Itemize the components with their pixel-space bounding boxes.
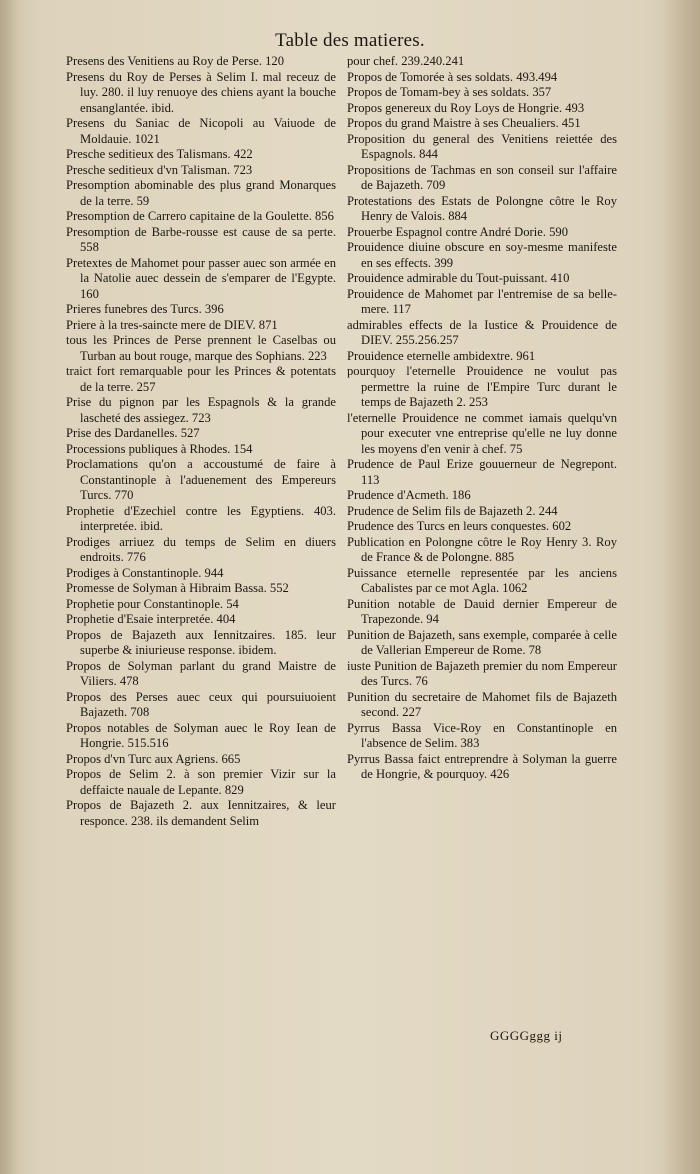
index-entry: Puissance eternelle representée par les anciens Cabalistes par ce mot Agla. 1062	[347, 565, 617, 595]
index-entry: Punition de Bajazeth, sans exemple, comparée à celle de Vallerian Empereur de Rome. 78	[347, 627, 617, 657]
index-entry: Prieres funebres des Turcs. 396	[66, 302, 224, 316]
index-entry: Proposition du general des Venitiens reiettée des Espagnols. 844	[347, 131, 617, 161]
index-entry: Pyrrus Bassa Vice-Roy en Constantinople en l'absence de Selim. 383	[347, 720, 617, 750]
index-entry: Prodiges arriuez du temps de Selim en diuers endroits. 776	[66, 534, 336, 564]
index-entry: Propos de Selim 2. à son premier Vizir sur la deffaicte nauale de Lepante. 829	[66, 767, 336, 797]
index-entry: Propos de Tomam-bey à ses soldats. 357	[347, 85, 552, 99]
index-entry: Prudence d'Acmeth. 186	[347, 488, 471, 502]
index-entry: Processions publiques à Rhodes. 154	[66, 441, 253, 456]
index-entry: Prouidence de Mahomet par l'entremise de sa belle-mere. 117	[347, 286, 617, 316]
index-entry: Promesse de Solyman à Hibraim Bassa. 552	[66, 581, 289, 595]
index-entry: Presens des Venitiens au Roy de Perse. 120	[66, 54, 285, 68]
index-entry: Presens du Roy de Perses à Selim I. mal receuz de luy. 280. il luy renuoye des chiens ayant la bouche ensanglantée. ibid.	[66, 69, 336, 115]
index-entry: Punition notable de Dauid dernier Empereur de Trapezonde. 94	[347, 596, 617, 626]
page-gutter-shadow	[0, 0, 20, 1174]
index-entry: Propos notables de Solyman auec le Roy Iean de Hongrie. 515.516	[66, 720, 336, 750]
index-entry: Prouerbe Espagnol contre André Dorie. 590	[347, 224, 569, 239]
index-column-left	[66, 54, 336, 829]
index-entry: Prouidence admirable du Tout-puissant. 410	[347, 271, 570, 285]
index-entry: Prudence de Paul Erize gouuerneur de Negrepont. 113	[347, 457, 617, 487]
index-entry: Presche seditieux d'vn Talisman. 723	[66, 162, 253, 177]
index-entry: Publication en Polongne côtre le Roy Henry 3. Roy de France & de Polongne. 885	[347, 534, 617, 564]
index-entry: admirables effects de la Iustice & Prouidence de DIEV. 255.256.257	[347, 317, 617, 347]
index-entry: Prouidence eternelle ambidextre. 961	[347, 348, 536, 363]
index-entry: Prise du pignon par les Espagnols & la grande lascheté des assiegez. 723	[66, 395, 336, 425]
index-entry: Propos d'vn Turc aux Agriens. 665	[66, 751, 241, 766]
page-title: Table des matieres.	[275, 30, 425, 51]
index-entry: Propos de Solyman parlant du grand Maistre de Viliers. 478	[66, 658, 336, 688]
index-entry: Propos de Bajazeth aux Iennitzaires. 185. leur superbe & iniurieuse response. ibidem.	[66, 627, 336, 657]
index-entry: Prise des Dardanelles. 527	[66, 426, 200, 440]
index-entry: pourquoy l'eternelle Prouidence ne voulut pas permettre la ruine de l'Empire Turc durant le temps de Bajazeth 2. 253	[347, 364, 617, 409]
index-entry: Propos des Perses auec ceux qui poursuiuoient Bajazeth. 708	[66, 689, 336, 719]
page-edge-shadow	[662, 0, 700, 1174]
index-entry: Presomption de Barbe-rousse est cause de sa perte. 558	[66, 224, 336, 254]
index-entry: Prophetie d'Ezechiel contre les Egyptiens. 403. interpretée. ibid.	[66, 503, 336, 533]
index-entry: Propositions de Tachmas en son conseil sur l'affaire de Bajazeth. 709	[347, 162, 617, 192]
index-entry: Propos du grand Maistre à ses Cheualiers. 451	[347, 116, 581, 130]
index-entry: Proclamations qu'on a accoustumé de faire à Constantinople à l'aduenement des Empereurs Turcs. 770	[66, 457, 336, 502]
index-entry: Pretextes de Mahomet pour passer auec son armée en la Natolie auec dessein de s'emparer de l'Egypte. 160	[66, 255, 336, 301]
index-entry: Pyrrus Bassa faict entreprendre à Solyman la guerre de Hongrie, & pourquoy. 426	[347, 751, 617, 781]
index-entry: iuste Punition de Bajazeth premier du nom Empereur des Turcs. 76	[347, 658, 617, 688]
index-entry: Prophetie d'Esaie interpretée. 404	[66, 612, 236, 626]
index-entry: Prodiges à Constantinople. 944	[66, 565, 224, 580]
index-entry: Prouidence diuine obscure en soy-mesme manifeste en ses effects. 399	[347, 240, 617, 270]
index-entry: traict fort remarquable pour les Princes & potentats de la terre. 257	[66, 364, 336, 394]
index-entry: Propos genereux du Roy Loys de Hongrie. 493	[347, 100, 585, 115]
index-entry: Priere à la tres-saincte mere de DIEV. 871	[66, 317, 278, 332]
index-entry: Propos de Tomorée à ses soldats. 493.494	[347, 69, 558, 84]
index-entry: pour chef. 239.240.241	[347, 54, 465, 68]
index-entry: Punition du secretaire de Mahomet fils de Bajazeth second. 227	[347, 689, 617, 719]
index-entry: tous les Princes de Perse prennent le Caselbas ou Turban au bout rouge, marque des Sophians. 223	[66, 333, 336, 363]
index-entry: Presomption abominable des plus grand Monarques de la terre. 59	[66, 178, 336, 208]
index-column-right	[347, 54, 617, 783]
index-entry: Presomption de Carrero capitaine de la Goulette. 856	[66, 209, 334, 223]
index-entry: Presens du Saniac de Nicopoli au Vaiuode de Moldauie. 1021	[66, 116, 336, 146]
signature-catchword: GGGGggg ij	[490, 1028, 563, 1043]
index-entry: Prudence de Selim fils de Bajazeth 2. 244	[347, 503, 558, 518]
index-entry: l'eternelle Prouidence ne commet iamais quelqu'vn pour executer vne entreprise qu'elle ne luy donne les moyens d'en venir à chef. 75	[347, 410, 617, 456]
index-entry: Prophetie pour Constantinople. 54	[66, 596, 239, 611]
index-entry: Protestations des Estats de Polongne côtre le Roy Henry de Valois. 884	[347, 193, 617, 223]
index-entry: Propos de Bajazeth 2. aux Iennitzaires, & leur responce. 238. ils demandent Selim	[66, 798, 336, 828]
index-entry: Prudence des Turcs en leurs conquestes. 602	[347, 519, 572, 533]
index-entry: Presche seditieux des Talismans. 422	[66, 147, 253, 161]
